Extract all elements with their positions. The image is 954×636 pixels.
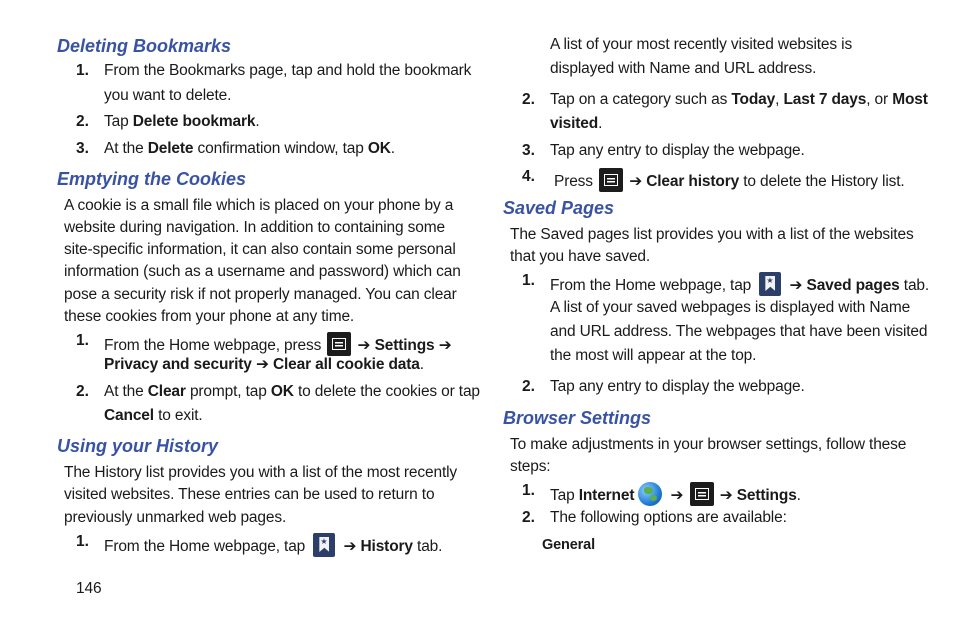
bold-term: Cancel bbox=[104, 407, 154, 424]
bold-term: Privacy and security bbox=[104, 356, 252, 373]
text: Tap bbox=[104, 113, 133, 130]
paragraph-line: steps: bbox=[510, 458, 551, 475]
step-number: 1. bbox=[76, 62, 89, 79]
bold-term: OK bbox=[367, 140, 391, 157]
step-number: 1. bbox=[76, 332, 89, 349]
text: to delete the History list. bbox=[739, 173, 905, 190]
menu-key-icon bbox=[599, 168, 623, 192]
step-text bbox=[104, 383, 480, 401]
heading-deleting-bookmarks: Deleting Bookmarks bbox=[57, 36, 232, 56]
step-number: 3. bbox=[76, 140, 89, 157]
step-number: 2. bbox=[76, 113, 89, 130]
step-text: The following options are available: bbox=[550, 509, 787, 526]
menu-key-icon bbox=[690, 482, 714, 506]
paragraph-line: these cookies from your phone at any time. bbox=[64, 308, 355, 325]
step-number: 2. bbox=[76, 383, 89, 400]
heading-browser-settings: Browser Settings bbox=[503, 408, 652, 428]
step-text bbox=[104, 533, 442, 557]
text: From the Home webpage, press bbox=[104, 337, 326, 354]
step-number: 1. bbox=[76, 533, 89, 550]
bold-term: Internet bbox=[578, 487, 635, 504]
menu-key-icon bbox=[327, 332, 351, 356]
text: tab. bbox=[899, 277, 930, 294]
paragraph-line: site-specific information, it can also contain some personal bbox=[64, 241, 456, 258]
step-text bbox=[554, 168, 905, 192]
step-text: Tap any entry to display the webpage. bbox=[550, 378, 805, 395]
step-number: 1. bbox=[522, 482, 535, 499]
arrow-icon: ➔ bbox=[255, 356, 269, 373]
paragraph-line: To make adjustments in your browser settings, follow these bbox=[510, 436, 907, 453]
bookmark-icon bbox=[313, 533, 335, 557]
bold-term: Delete bbox=[147, 140, 194, 157]
paragraph-line: pose a security risk if not properly managed. You can clear bbox=[64, 286, 457, 303]
arrow-icon: ➔ bbox=[719, 487, 733, 504]
sub-heading-general: General bbox=[542, 537, 595, 553]
text: At the bbox=[104, 383, 148, 400]
bold-term: Clear all cookie data bbox=[272, 356, 420, 373]
step-text bbox=[550, 115, 602, 133]
step-text: Tap any entry to display the webpage. bbox=[550, 142, 805, 159]
step-text bbox=[104, 332, 452, 356]
paragraph-line: A list of your saved webpages is displayed with Name bbox=[550, 299, 911, 316]
step-text bbox=[104, 407, 203, 425]
page-number: 146 bbox=[76, 580, 102, 597]
arrow-icon: ➔ bbox=[629, 173, 643, 190]
text: Press bbox=[554, 173, 593, 190]
paragraph-line: The Saved pages list provides you with a list of the websites bbox=[510, 226, 914, 243]
bookmark-icon bbox=[759, 272, 781, 296]
step-text bbox=[550, 272, 929, 296]
text: , bbox=[775, 91, 784, 108]
bold-term: Most bbox=[892, 91, 928, 108]
paragraph-line: that you have saved. bbox=[510, 248, 651, 265]
step-number: 4. bbox=[522, 168, 535, 185]
heading-using-history: Using your History bbox=[57, 436, 219, 456]
bold-term: Clear bbox=[147, 383, 186, 400]
step-number: 2. bbox=[522, 378, 535, 395]
bold-term: OK bbox=[270, 383, 294, 400]
arrow-icon: ➔ bbox=[789, 277, 803, 294]
paragraph-line: and URL address. The webpages that have been visited bbox=[550, 323, 928, 340]
bold-term: History bbox=[360, 538, 413, 555]
text: . bbox=[255, 113, 260, 130]
text: Tap on a category such as bbox=[550, 91, 732, 108]
paragraph-line: A cookie is a small file which is placed on your phone by a bbox=[64, 197, 454, 214]
arrow-icon: ➔ bbox=[343, 538, 357, 555]
step-text bbox=[104, 356, 424, 374]
step-text: From the Bookmarks page, tap and hold the bookmark bbox=[104, 62, 472, 79]
text: . bbox=[419, 356, 424, 373]
text: . bbox=[598, 115, 603, 132]
bold-term: visited bbox=[550, 115, 599, 132]
text: to delete the cookies or tap bbox=[293, 383, 480, 400]
paragraph-line: A list of your most recently visited websites is bbox=[550, 36, 853, 53]
text: From the Home webpage, tap bbox=[104, 538, 306, 555]
step-text bbox=[104, 113, 260, 131]
text: tab. bbox=[412, 538, 443, 555]
paragraph-line: visited websites. These entries can be used to return to bbox=[64, 486, 435, 503]
step-text: you want to delete. bbox=[104, 87, 232, 104]
paragraph-line: the most will appear at the top. bbox=[550, 347, 757, 364]
heading-saved-pages: Saved Pages bbox=[503, 198, 615, 218]
step-number: 1. bbox=[522, 272, 535, 289]
step-number: 2. bbox=[522, 509, 535, 526]
bold-term: Last 7 days bbox=[783, 91, 867, 108]
text: Tap bbox=[550, 487, 579, 504]
internet-globe-icon bbox=[638, 482, 662, 506]
text: At the bbox=[104, 140, 148, 157]
bold-term: Delete bookmark bbox=[132, 113, 256, 130]
arrow-icon: ➔ bbox=[438, 337, 452, 354]
paragraph-line: information (such as a username and password) which can bbox=[64, 263, 461, 280]
text: . bbox=[796, 487, 801, 504]
text: . bbox=[390, 140, 395, 157]
paragraph-line: previously unmarked web pages. bbox=[64, 509, 287, 526]
text: confirmation window, tap bbox=[193, 140, 368, 157]
heading-emptying-cookies: Emptying the Cookies bbox=[57, 169, 247, 189]
bold-term: Settings bbox=[736, 487, 797, 504]
step-number: 2. bbox=[522, 91, 535, 108]
text: prompt, tap bbox=[185, 383, 271, 400]
step-text bbox=[104, 140, 395, 158]
arrow-icon: ➔ bbox=[357, 337, 371, 354]
bold-term: Saved pages bbox=[806, 277, 900, 294]
paragraph-line: website during navigation. In addition to containing some bbox=[64, 219, 445, 236]
step-text bbox=[550, 91, 928, 109]
paragraph-line: The History list provides you with a list of the most recently bbox=[64, 464, 457, 481]
text: From the Home webpage, tap bbox=[550, 277, 752, 294]
bold-term: Settings bbox=[374, 337, 435, 354]
step-text bbox=[550, 482, 801, 506]
text: to exit. bbox=[153, 407, 203, 424]
bold-term: Today bbox=[731, 91, 776, 108]
text: , or bbox=[866, 91, 893, 108]
bold-term: Clear history bbox=[646, 173, 740, 190]
paragraph-line: displayed with Name and URL address. bbox=[550, 60, 817, 77]
arrow-icon: ➔ bbox=[670, 487, 684, 504]
step-number: 3. bbox=[522, 142, 535, 159]
